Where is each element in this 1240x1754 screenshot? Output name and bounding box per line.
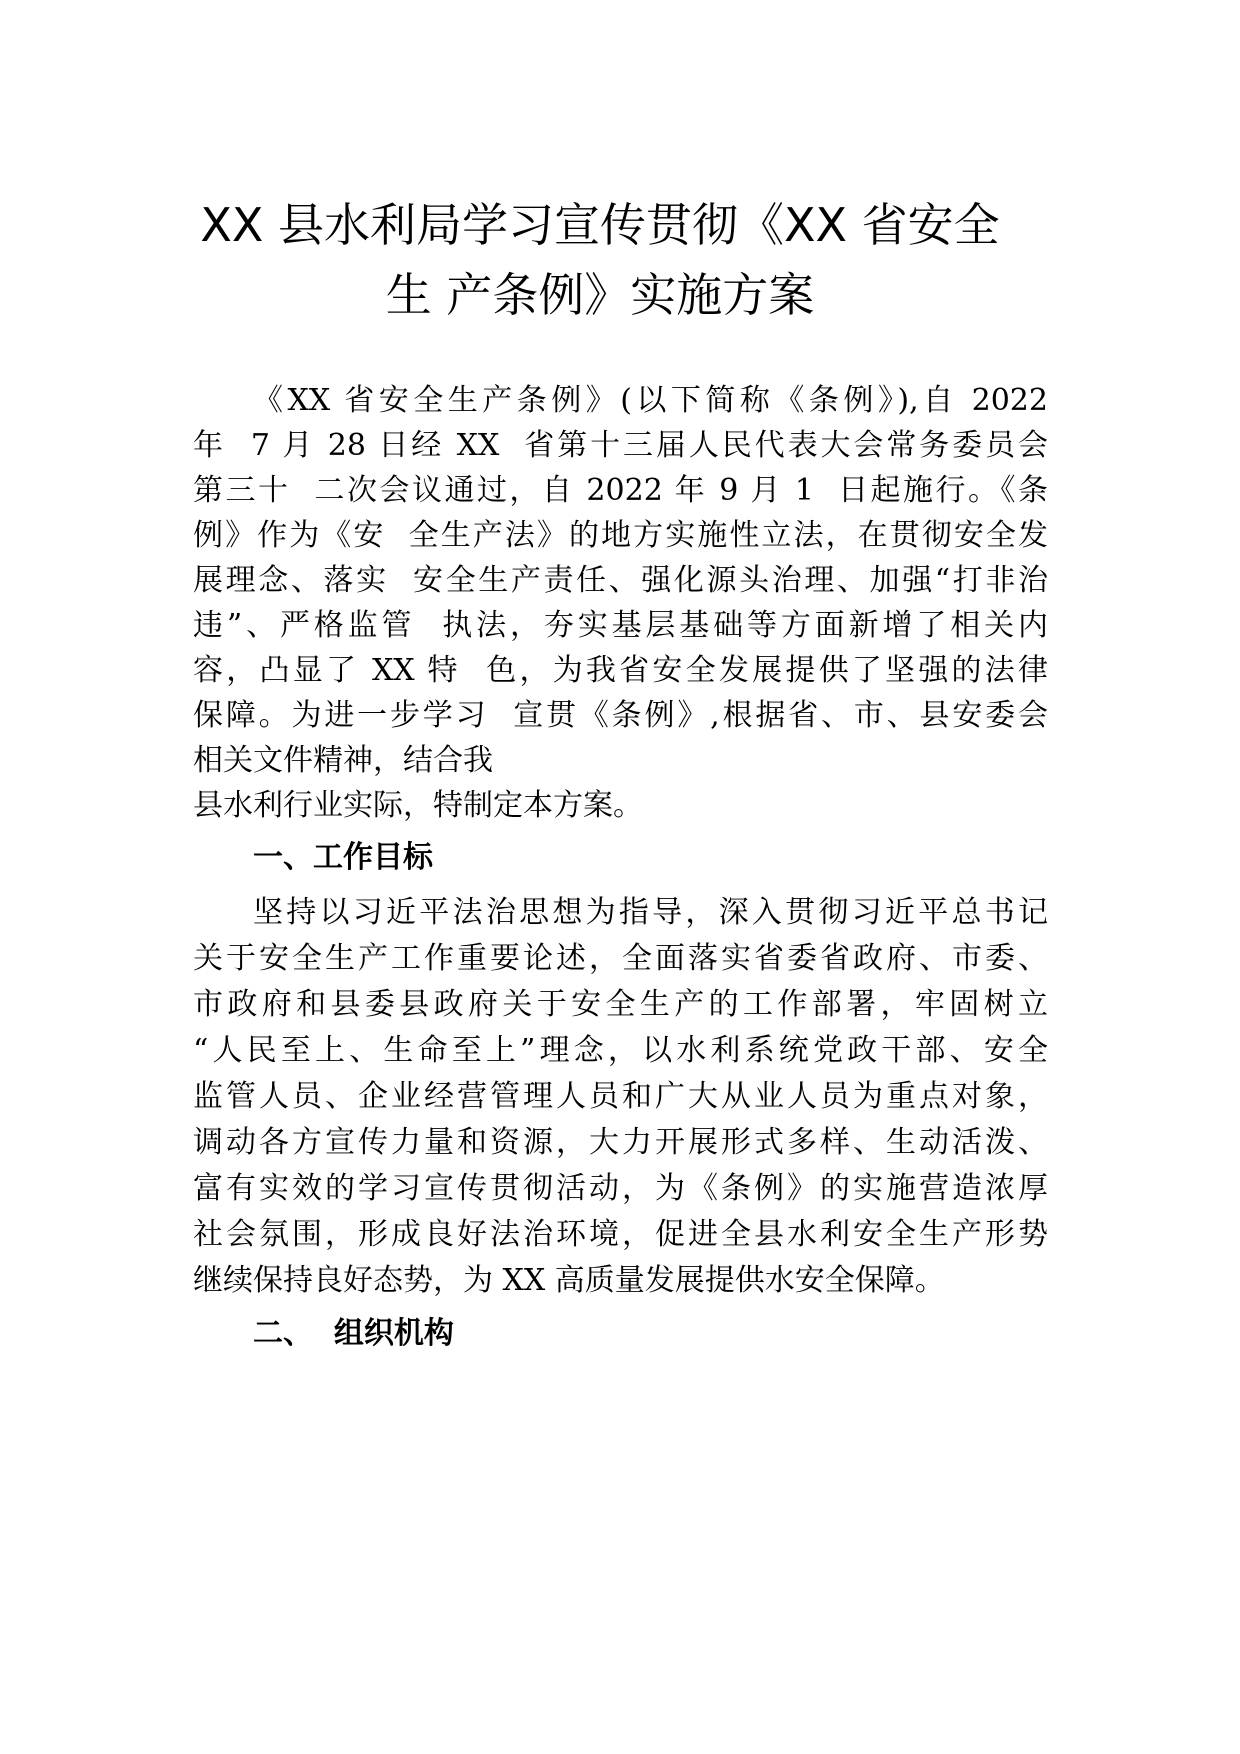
section1-line: 社会氛围，形成良好法治环境，促进全县水利安全生产形势 — [193, 1217, 1048, 1252]
section1-line: 调动各方宣传力量和资源，大力开展形式多样、生动活泼、 — [193, 1125, 1048, 1160]
section1-line: 坚持以习近平法治思想为指导，深入贯彻习近平总书记 — [253, 895, 1048, 930]
intro-line: 保障。为进一步学习 宣贯《条例》,根据省、市、县安委会 — [193, 698, 1048, 733]
intro-line: 年 7 月 28 日经 XX 省第十三届人民代表大会常务委员会 — [193, 428, 1048, 463]
intro-line: 《XX 省安全生产条例》(以下简称《条例》),自 2022 — [253, 383, 1048, 418]
intro-line: 展理念、落实 安全生产责任、强化源头治理、加强“打非治 — [193, 563, 1048, 598]
section1-line: “人民至上、生命至上”理念，以水利系统党政干部、安全 — [193, 1033, 1048, 1068]
section-heading-work-goals: 一、工作目标 — [253, 840, 433, 875]
document-title-line-1: XX 县水利局学习宣传贯彻《XX 省安全 — [200, 198, 1000, 252]
section1-line: 监管人员、企业经营管理人员和广大从业人员为重点对象， — [193, 1079, 1048, 1114]
intro-line: 县水利行业实际，特制定本方案。 — [193, 788, 643, 823]
section-heading-organization: 二、 组织机构 — [253, 1316, 454, 1351]
document-title-line-2: 生 产条例》实施方案 — [385, 268, 815, 322]
intro-line: 容，凸显了 XX 特 色，为我省安全发展提供了坚强的法律 — [193, 653, 1048, 688]
intro-line: 相关文件精神，结合我 — [193, 743, 493, 778]
section1-line: 关于安全生产工作重要论述，全面落实省委省政府、市委、 — [193, 941, 1048, 976]
section1-line: 市政府和县委县政府关于安全生产的工作部署，牢固树立 — [193, 987, 1048, 1022]
section1-line: 继续保持良好态势，为 XX 高质量发展提供水安全保障。 — [193, 1263, 945, 1298]
intro-line: 违”、严格监管 执法，夯实基层基础等方面新增了相关内 — [193, 608, 1048, 643]
intro-line: 例》作为《安 全生产法》的地方实施性立法，在贯彻安全发 — [193, 518, 1048, 553]
section1-line: 富有实效的学习宣传贯彻活动，为《条例》的实施营造浓厚 — [193, 1171, 1048, 1206]
intro-line: 第三十 二次会议通过，自 2022 年 9 月 1 日起施行。《条 — [193, 473, 1048, 508]
